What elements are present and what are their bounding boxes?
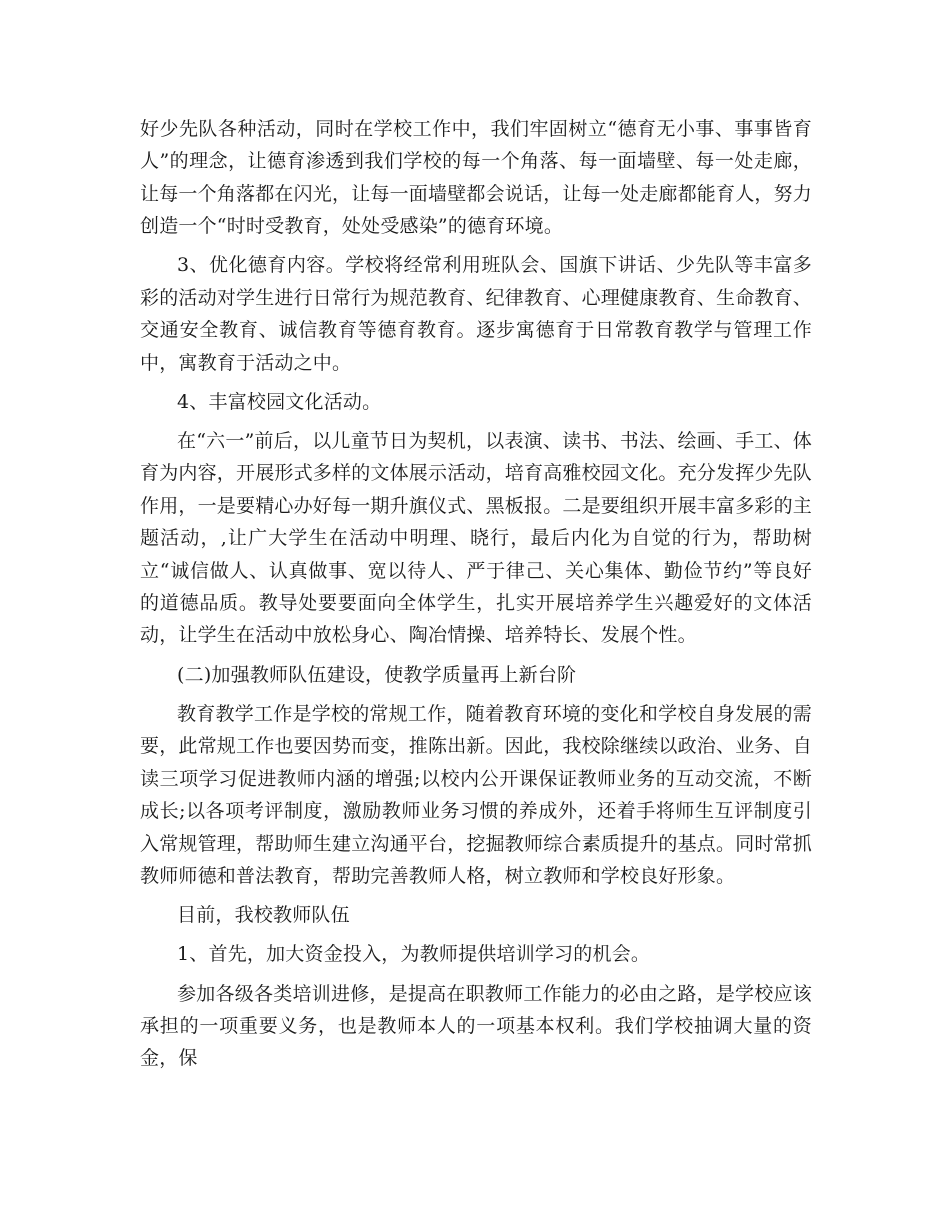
paragraph-moral-environment: 好少先队各种活动，同时在学校工作中，我们牢固树立“德育无小事、事事皆育人”的理念，让德育渗透到我们学校的每一个角落、每一面墙壁、每一处走廊，让每一个角落都在闪光，让每一面墙壁都会说话，让每一处走廊都能育人，努力创造一个“时时受教育，处处受感染”的德育环境。 bbox=[140, 118, 813, 238]
paragraph-training-duty: 参加各级各类培训进修，是提高在职教师工作能力的必由之路，是学校应该承担的一项重要义务，也是教师本人的一项基本权利。我们学校抽调大量的资金，保 bbox=[140, 982, 812, 1070]
paragraph-campus-culture-heading: 4、丰富校园文化活动。 bbox=[177, 390, 382, 413]
paragraph-childrens-day-activities: 在“六一”前后，以儿童节日为契机，以表演、读书、书法、绘画、手工、体育为内容，开展形式多样的文体展示活动，培育高雅校园文化。充分发挥少先队作用，一是要精心办好每一期升旗仪式、黑板报。二是要组织开展丰富多彩的主题活动，,让广大学生在活动中明理、晓行，最后内化为自觉的行为，帮助树立“诚信做人、认真做事、宽以待人、严于律己、关心集体、勤俭节约”等良好的道德品质。教导处要要面向全体学生，扎实开展培养学生兴趣爱好的文体活动，让学生在活动中放松身心、陶冶情操、培养特长、发展个性。 bbox=[140, 430, 813, 647]
section-heading-teacher-team: (二)加强教师队伍建设，使教学质量再上新台阶 bbox=[177, 663, 577, 686]
paragraph-teaching-routine: 教育教学工作是学校的常规工作，随着教育环境的变化和学校自身发展的需要，此常规工作也要因势而变，推陈出新。因此，我校除继续以政治、业务、自读三项学习促进教师内涵的增强;以校内公开课保证教师业务的互动交流，不断成长;以各项考评制度，激励教师业务习惯的养成外，还着手将师生互评制度引入常规管理，帮助师生建立沟通平台，挖掘教师综合素质提升的基点。同时常抓教师师德和普法教育，帮助完善教师人格，树立教师和学校良好形象。 bbox=[140, 702, 813, 887]
paragraph-optimize-moral-content: 3、优化德育内容。学校将经常利用班队会、国旗下讲话、少先队等丰富多彩的活动对学生进行日常行为规范教育、纪律教育、心理健康教育、生命教育、交通安全教育、诚信教育等德育教育。逐步寓德育于日常教育教学与管理工作中，寓教育于活动之中。 bbox=[140, 254, 813, 374]
paragraph-current-teacher-team: 目前，我校教师队伍 bbox=[177, 904, 350, 927]
paragraph-funding-heading: 1、首先，加大资金投入，为教师提供培训学习的机会。 bbox=[177, 943, 651, 966]
document-body bbox=[140, 113, 812, 1082]
